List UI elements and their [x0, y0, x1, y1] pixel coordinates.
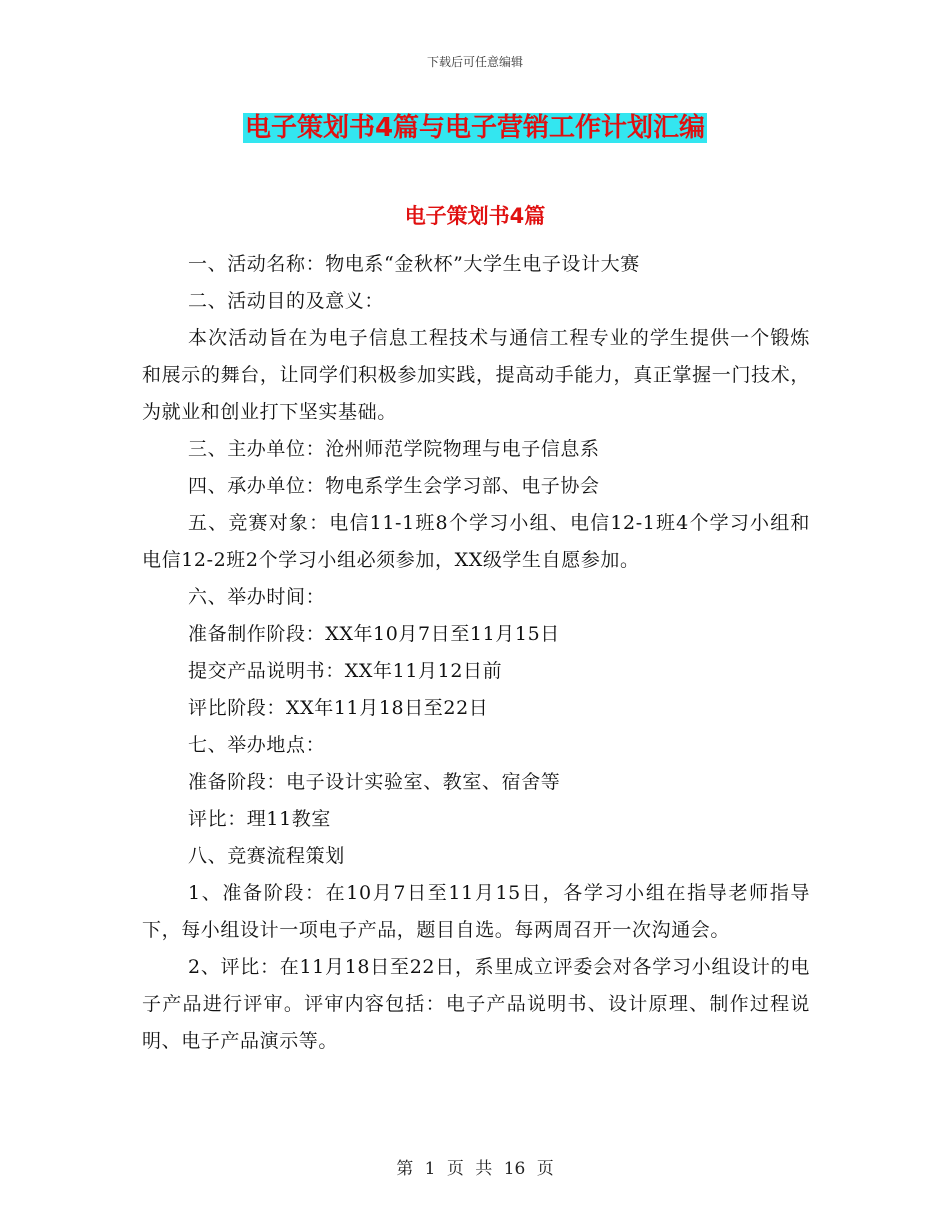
- paragraph-manual-deadline: 提交产品说明书：XX年11月12日前: [188, 660, 503, 682]
- paragraph-process-judging: 2、评比：在11月18日至22日，系里成立评委会对各学习小组设计的电子产品进行评审。评审内容包括：电子产品说明书、设计原理、制作过程说明、电子产品演示等。: [142, 956, 810, 1052]
- paragraph-purpose-text: 本次活动旨在为电子信息工程技术与通信工程专业的学生提供一个锻炼和展示的舞台，让同学们积极参加实践，提高动手能力，真正掌握一门技术，为就业和创业打下坚实基础。: [142, 327, 810, 423]
- paragraph-prep-time: 准备制作阶段：XX年10月7日至11月15日: [188, 623, 560, 645]
- header-note: 下载后可任意编辑: [426, 55, 523, 69]
- document-body: [142, 246, 810, 1060]
- paragraph-process-heading: 八、竞赛流程策划: [188, 845, 345, 867]
- paragraph-co-organizer: 四、承办单位：物电系学生会学习部、电子协会: [188, 475, 600, 497]
- paragraph-activity-name: 一、活动名称：物电系“金秋杯”大学生电子设计大赛: [188, 253, 640, 275]
- document-title-text: 电子策划书4篇与电子营销工作计划汇编: [244, 113, 706, 143]
- paragraph-location-heading: 七、举办地点：: [188, 734, 326, 756]
- paragraph-judging-time: 评比阶段：XX年11月18日至22日: [188, 697, 489, 719]
- document-title: [0, 108, 950, 148]
- paragraph-judging-location: 评比：理11教室: [188, 808, 331, 830]
- paragraph-time-heading: 六、举办时间：: [188, 586, 326, 608]
- page-footer: 第 1 页 共 16 页: [396, 1159, 554, 1179]
- paragraph-purpose-heading: 二、活动目的及意义：: [188, 290, 385, 312]
- paragraph-participants: 五、竞赛对象：电信11-1班8个学习小组、电信12-1班4个学习小组和电信12-2班2个学习小组必须参加，XX级学生自愿参加。: [142, 512, 810, 571]
- paragraph-prep-location: 准备阶段：电子设计实验室、教室、宿舍等: [188, 771, 561, 793]
- paragraph-process-prep: 1、准备阶段：在10月7日至11月15日，各学习小组在指导老师指导下，每小组设计一项电子产品，题目自选。每两周召开一次沟通会。: [142, 882, 810, 941]
- section-title: 电子策划书4篇: [404, 204, 546, 228]
- paragraph-organizer: 三、主办单位：沧州师范学院物理与电子信息系: [188, 438, 600, 460]
